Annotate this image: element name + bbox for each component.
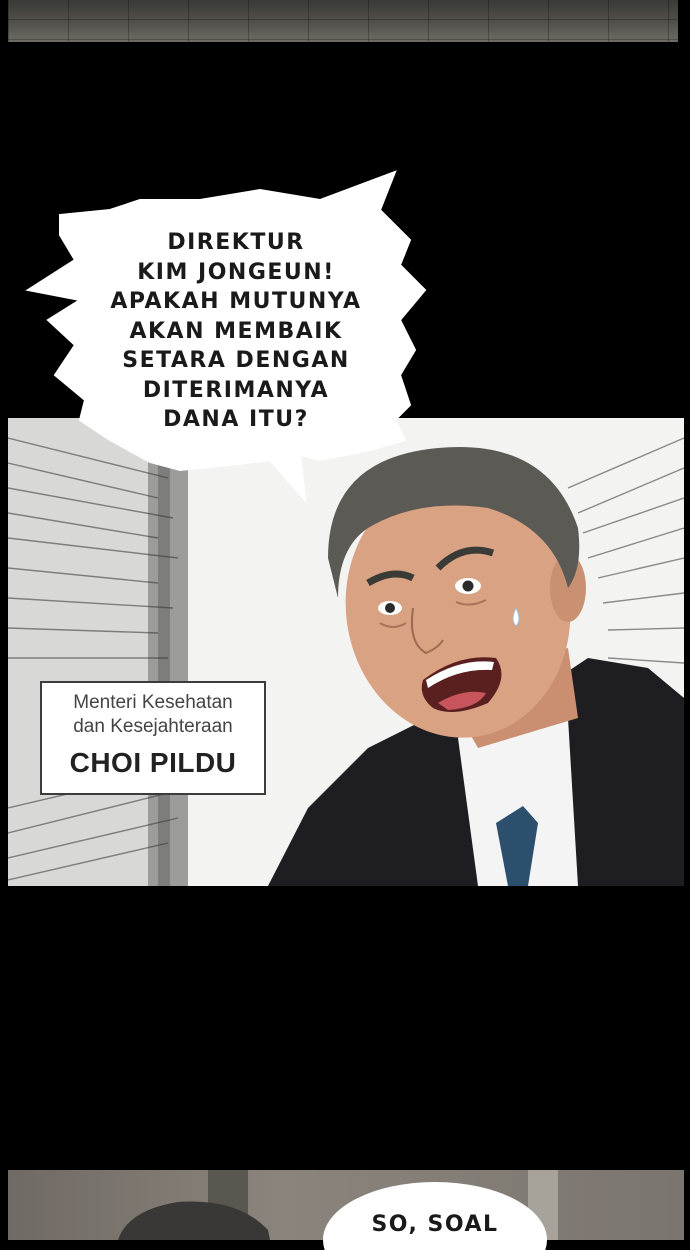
caption-role-line: dan Kesejahteraan: [73, 716, 233, 737]
caption-role: [42, 691, 264, 739]
caption-name: CHOI PILDU: [69, 747, 237, 778]
speech-bubble-text: [86, 228, 386, 435]
speech-line: AKAN MEMBAIK: [129, 318, 343, 344]
speech-line: DANA ITU?: [163, 407, 309, 432]
caption-role-line: Menteri Kesehatan: [73, 692, 233, 713]
character-caption: [40, 681, 266, 795]
bottom-speech-bubble: [0, 1170, 690, 1250]
bottom-bubble-text: SO, SOAL: [371, 1212, 499, 1237]
speech-line: KIM JONGEUN!: [137, 259, 335, 285]
speech-line: DIREKTUR: [167, 230, 305, 255]
speech-line: SETARA DENGAN: [122, 348, 350, 373]
speech-line: APAKAH MUTUNYA: [110, 289, 362, 314]
speech-line: DITERIMANYA: [142, 377, 330, 403]
